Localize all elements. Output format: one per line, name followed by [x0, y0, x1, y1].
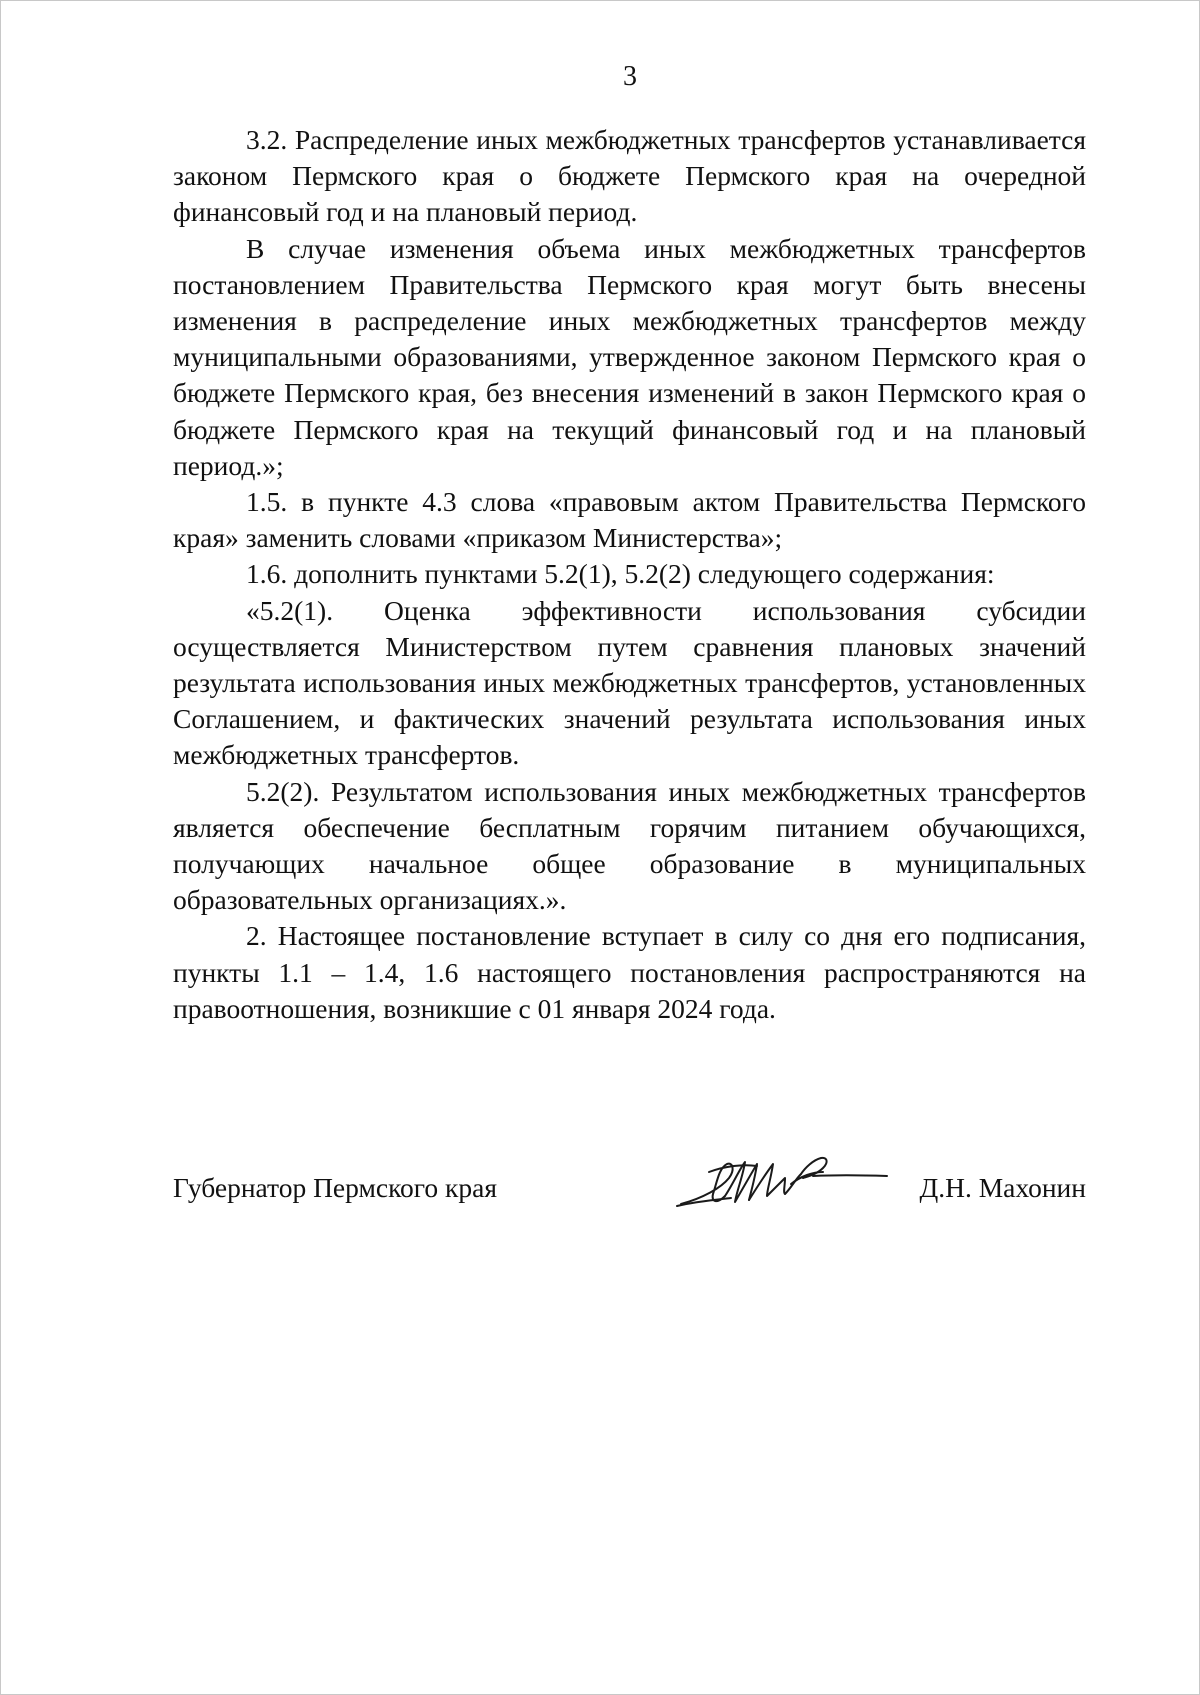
paragraph-5-2-1: «5.2(1). Оценка эффективности использования субсидии осуществляется Министерством путем сравнения плановых значений результата использования иных межбюджетных трансфертов, установленных Соглашением, и фактических значений результата использования иных межбюджетных трансфертов. — [173, 594, 1086, 771]
paragraph-2: 2. Настоящее постановление вступает в силу со дня его подписания, пункты 1.1 – 1.4, 1.6 настоящего постановления распространяются на правоотношения, возникшие с 01 января 2024 года. — [173, 920, 1086, 1024]
paragraph-volume-change: В случае изменения объема иных межбюджетных трансфертов постановлением Правительства Пермского края могут быть внесены изменения в распределение иных межбюджетных трансфертов между муниципальными образованиями, утвержденное законом Пермского края о бюджете Пермского края, без внесения изменений в закон Пермского края о бюджете Пермского края на текущий финансовый год и на плановый период.»; — [173, 232, 1086, 481]
signatory-name: Д.Н. Махонин — [919, 1172, 1086, 1203]
page-number: 3 — [623, 61, 637, 92]
paragraph-3-2: 3.2. Распределение иных межбюджетных трансфертов устанавливается законом Пермского края о бюджете Пермского края на очередной финансовый год и на плановый период. — [173, 124, 1086, 228]
paragraph-5-2-2: 5.2(2). Результатом использования иных межбюджетных трансфертов является обеспечение бесплатным горячим питанием обучающихся, получающих начальное общее образование в муниципальных образовательных организациях.». — [173, 775, 1086, 916]
signature-block — [173, 1162, 1086, 1222]
document-body — [173, 122, 1086, 1027]
paragraph-1-5: 1.5. в пункте 4.3 слова «правовым актом Правительства Пермского края» заменить словами «приказом Министерства»; — [173, 486, 1086, 554]
handwritten-signature — [673, 1148, 893, 1218]
paragraph-1-6: 1.6. дополнить пунктами 5.2(1), 5.2(2) следующего содержания: — [246, 558, 995, 590]
signatory-position: Губернатор Пермского края — [173, 1172, 497, 1203]
